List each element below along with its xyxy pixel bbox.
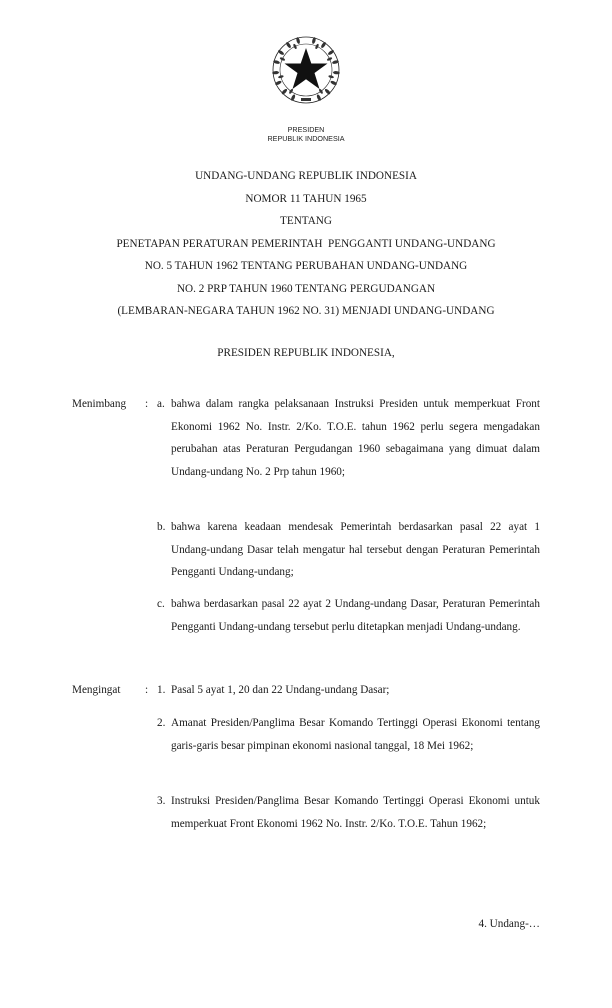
letterhead-caption-republik: REPUBLIK INDONESIA — [267, 134, 345, 143]
title-line: NO. 5 TAHUN 1962 TENTANG PERUBAHAN UNDANG-UNDANG — [144, 260, 468, 272]
list-item — [157, 712, 540, 757]
section-label: Mengingat — [72, 684, 121, 696]
preamble: PRESIDEN REPUBLIK INDONESIA, — [217, 347, 395, 359]
list-item — [157, 593, 540, 638]
list-item — [157, 516, 540, 584]
list-item — [157, 679, 540, 702]
section-label: Menimbang — [72, 398, 127, 410]
item-marker: 2. — [157, 717, 166, 729]
list-item — [157, 790, 540, 835]
title-line: PENETAPAN PERATURAN PEMERINTAH PENGGANTI UNDANG-UNDANG — [116, 237, 496, 250]
item-marker: a. — [157, 398, 165, 410]
presidential-emblem-icon — [268, 32, 344, 108]
item-text: Amanat Presiden/Panglima Besar Komando Tertinggi Operasi Ekonomi tentang garis-garis besar pimpinan ekonomi nasional tanggal, 18 Mei 1962; — [171, 717, 540, 752]
item-text: Pasal 5 ayat 1, 20 dan 22 Undang-undang Dasar; — [171, 684, 390, 696]
list-item — [157, 393, 540, 483]
item-marker: c. — [157, 598, 165, 610]
item-text: bahwa berdasarkan pasal 22 ayat 2 Undang-undang Dasar, Peraturan Pemerintah Pengganti Undang-undang tersebut perlu ditetapkan menjadi Undang-undang. — [171, 598, 540, 633]
title-line: TENTANG — [280, 215, 332, 227]
item-marker: 3. — [157, 795, 166, 807]
title-line: (LEMBARAN-NEGARA TAHUN 1962 NO. 31) MENJADI UNDANG-UNDANG — [117, 305, 495, 317]
section-colon: : — [145, 684, 149, 696]
item-text: bahwa dalam rangka pelaksanaan Instruksi Presiden untuk memperkuat Front Ekonomi 1962 No. Instr. 2/Ko. T.O.E. tahun 1962 perlu segera mengadakan perubahan atas Peraturan Pergudangan 1960 sebagaimana yang dimuat dalam Undang-undang No. 2 Prp tahun 1960; — [171, 398, 540, 478]
item-text: Instruksi Presiden/Panglima Besar Komando Tertinggi Operasi Ekonomi untuk memperkuat Front Ekonomi 1962 No. Instr. 2/Ko. T.O.E. Tahun 1962; — [171, 795, 540, 830]
title-line: UNDANG-UNDANG REPUBLIK INDONESIA — [195, 170, 417, 182]
item-text: bahwa karena keadaan mendesak Pemerintah berdasarkan pasal 22 ayat 1 Undang-undang Dasar telah mengatur hal tersebut dengan Peraturan Pemerintah Pengganti Undang-undang; — [171, 521, 540, 578]
item-marker: 1. — [157, 684, 166, 696]
letterhead-caption-presiden: PRESIDEN — [287, 125, 325, 134]
document-title — [0, 165, 612, 323]
section-colon: : — [145, 398, 149, 410]
item-marker: b. — [157, 521, 166, 533]
title-line: NO. 2 PRP TAHUN 1960 TENTANG PERGUDANGAN — [176, 282, 436, 295]
page-continuation: 4. Undang-… — [478, 918, 540, 930]
title-line: NOMOR 11 TAHUN 1965 — [245, 192, 367, 205]
